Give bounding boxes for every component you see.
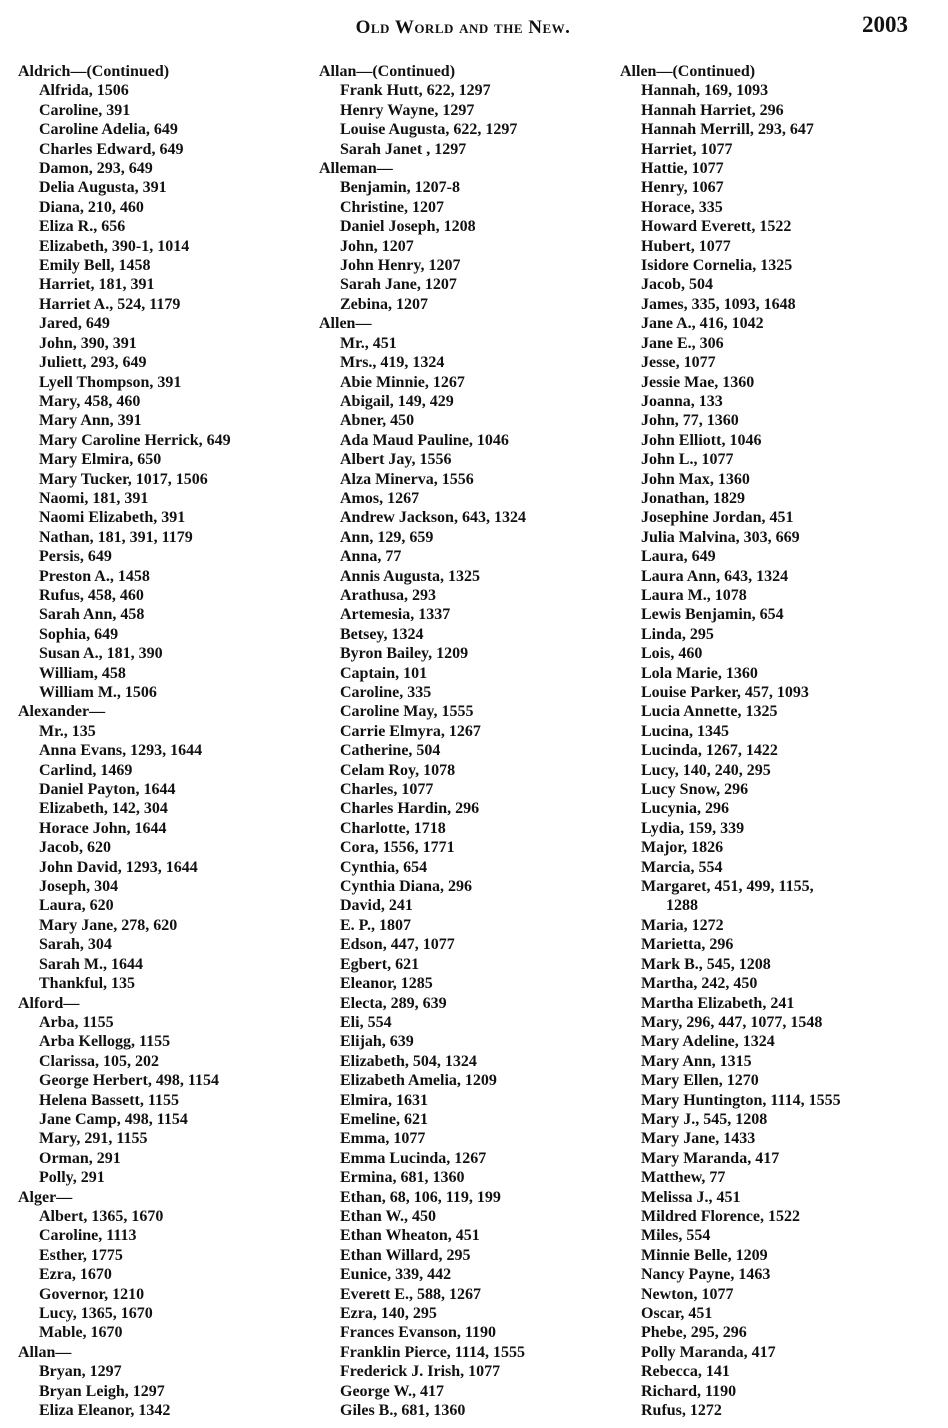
index-entry: Mary Ann, 391 bbox=[39, 412, 142, 430]
index-entry: Miles, 554 bbox=[641, 1227, 711, 1245]
index-entry: Eli, 554 bbox=[340, 1013, 392, 1031]
index-entry: Ethan W., 450 bbox=[340, 1207, 437, 1225]
index-entry: Harriet, 181, 391 bbox=[39, 276, 155, 294]
index-entry: Catherine, 504 bbox=[340, 742, 441, 760]
index-entry: Mary Jane, 1433 bbox=[641, 1130, 756, 1148]
index-entry: Arba Kellogg, 1155 bbox=[39, 1033, 171, 1051]
index-entry: Martha, 242, 450 bbox=[641, 975, 758, 993]
index-entry: Emeline, 621 bbox=[340, 1110, 428, 1128]
index-entry: Abner, 450 bbox=[340, 412, 415, 430]
index-entry: Lucinda, 1267, 1422 bbox=[641, 742, 778, 760]
index-entry: Major, 1826 bbox=[641, 839, 724, 857]
index-entry: Martha Elizabeth, 241 bbox=[641, 994, 795, 1012]
index-entry: Daniel Payton, 1644 bbox=[39, 781, 176, 799]
index-column-2 bbox=[319, 62, 619, 1420]
index-entry: Ermina, 681, 1360 bbox=[340, 1169, 465, 1187]
index-entry: Rebecca, 141 bbox=[641, 1363, 730, 1381]
surname-heading: Allen— bbox=[319, 315, 372, 333]
index-entry: Charles Hardin, 296 bbox=[340, 800, 480, 818]
index-entry: Andrew Jackson, 643, 1324 bbox=[340, 509, 526, 527]
index-entry: Preston A., 1458 bbox=[39, 567, 150, 585]
index-entry: Persis, 649 bbox=[39, 548, 112, 566]
index-entry: Thankful, 135 bbox=[39, 975, 136, 993]
index-entry: Margaret, 451, 499, 1155, bbox=[641, 878, 814, 896]
index-entry: Jacob, 620 bbox=[39, 839, 111, 857]
index-entry: Carlind, 1469 bbox=[39, 761, 133, 779]
index-entry: Lois, 460 bbox=[641, 645, 703, 663]
index-entry: Betsey, 1324 bbox=[340, 625, 424, 643]
index-entry: Melissa J., 451 bbox=[641, 1188, 741, 1206]
index-entry: Emma, 1077 bbox=[340, 1130, 426, 1148]
index-entry: Caroline Adelia, 649 bbox=[39, 121, 178, 139]
index-entry: Henry Wayne, 1297 bbox=[340, 101, 475, 119]
index-entry: George Herbert, 498, 1154 bbox=[39, 1072, 219, 1090]
index-entry: Esther, 1775 bbox=[39, 1246, 123, 1264]
index-entry: Marcia, 554 bbox=[641, 858, 723, 876]
index-entry: Mr., 135 bbox=[39, 722, 96, 740]
index-entry: Mary Ann, 1315 bbox=[641, 1052, 752, 1070]
index-entry: Albert Jay, 1556 bbox=[340, 451, 452, 469]
index-entry: Captain, 101 bbox=[340, 664, 428, 682]
index-entry: Bryan, 1297 bbox=[39, 1363, 122, 1381]
index-column-1 bbox=[18, 62, 318, 1420]
surname-heading: Alford— bbox=[18, 994, 80, 1012]
index-entry: Emily Bell, 1458 bbox=[39, 257, 151, 275]
index-entry: Giles B., 681, 1360 bbox=[340, 1402, 466, 1420]
page-header bbox=[0, 0, 948, 50]
index-entry: Abigail, 149, 429 bbox=[340, 392, 454, 410]
index-entry: Mary J., 545, 1208 bbox=[641, 1110, 768, 1128]
index-entry: Phebe, 295, 296 bbox=[641, 1324, 747, 1342]
index-entry: Arathusa, 293 bbox=[340, 586, 437, 604]
index-entry: Julia Malvina, 303, 669 bbox=[641, 528, 800, 546]
index-entry: Charles, 1077 bbox=[340, 781, 434, 799]
index-entry: John Henry, 1207 bbox=[340, 257, 461, 275]
index-entry: Daniel Joseph, 1208 bbox=[340, 218, 476, 236]
index-entry: Mrs., 419, 1324 bbox=[340, 354, 445, 372]
index-entry: George W., 417 bbox=[340, 1382, 444, 1400]
index-entry: Henry, 1067 bbox=[641, 179, 724, 197]
index-entry: Jared, 649 bbox=[39, 315, 110, 333]
index-entry: Linda, 295 bbox=[641, 625, 714, 643]
index-entry: Joseph, 304 bbox=[39, 878, 119, 896]
index-entry: Ethan, 68, 106, 119, 199 bbox=[340, 1188, 501, 1206]
index-entry: Naomi Elizabeth, 391 bbox=[39, 509, 186, 527]
index-entry: John L., 1077 bbox=[641, 451, 734, 469]
index-entry: Sarah Jane, 1207 bbox=[340, 276, 457, 294]
index-entry: Mary Ellen, 1270 bbox=[641, 1072, 759, 1090]
index-entry: Laura M., 1078 bbox=[641, 586, 747, 604]
index-entry: Ethan Willard, 295 bbox=[340, 1246, 471, 1264]
surname-heading: Alleman— bbox=[319, 160, 393, 178]
index-entry: Lucy Snow, 296 bbox=[641, 781, 749, 799]
index-entry: Ethan Wheaton, 451 bbox=[340, 1227, 480, 1245]
index-entry: E. P., 1807 bbox=[340, 916, 411, 934]
index-entry: Lewis Benjamin, 654 bbox=[641, 606, 784, 624]
index-entry: Eliza R., 656 bbox=[39, 218, 126, 236]
index-entry: Charlotte, 1718 bbox=[340, 819, 446, 837]
index-entry: Isidore Cornelia, 1325 bbox=[641, 257, 793, 275]
index-entry: Arba, 1155 bbox=[39, 1013, 114, 1031]
index-entry: Christine, 1207 bbox=[340, 198, 444, 216]
index-entry: John David, 1293, 1644 bbox=[39, 858, 198, 876]
index-entry: John, 1207 bbox=[340, 237, 414, 255]
index-entry: Rufus, 1272 bbox=[641, 1402, 722, 1420]
index-entry: William, 458 bbox=[39, 664, 126, 682]
surname-heading: Alexander— bbox=[18, 703, 106, 721]
index-entry: Jane E., 306 bbox=[641, 334, 724, 352]
index-entry: Marietta, 296 bbox=[641, 936, 734, 954]
surname-heading: Allen—(Continued) bbox=[620, 63, 756, 80]
index-entry: Mary Huntington, 1114, 1555 bbox=[641, 1091, 841, 1109]
index-entry: Electa, 289, 639 bbox=[340, 994, 447, 1012]
index-entry: Damon, 293, 649 bbox=[39, 160, 153, 178]
index-entry: Jacob, 504 bbox=[641, 276, 713, 294]
index-entry: Alfrida, 1506 bbox=[39, 82, 129, 100]
index-entry: Celam Roy, 1078 bbox=[340, 761, 456, 779]
index-entry: Mable, 1670 bbox=[39, 1324, 123, 1342]
index-entry: Hubert, 1077 bbox=[641, 237, 731, 255]
page-number: 2003 bbox=[862, 12, 908, 37]
index-entry: Byron Bailey, 1209 bbox=[340, 645, 469, 663]
index-entry: John, 77, 1360 bbox=[641, 412, 739, 430]
index-entry: Ezra, 1670 bbox=[39, 1266, 112, 1284]
index-entry: Mary Caroline Herrick, 649 bbox=[39, 431, 231, 449]
index-entry: Sarah M., 1644 bbox=[39, 955, 143, 973]
index-entry: Horace, 335 bbox=[641, 198, 723, 216]
index-entry: Egbert, 621 bbox=[340, 955, 420, 973]
index-entry: Franklin Pierce, 1114, 1555 bbox=[340, 1343, 526, 1361]
index-entry: Cora, 1556, 1771 bbox=[340, 839, 455, 857]
index-entry: Elmira, 1631 bbox=[340, 1091, 428, 1109]
index-entry: Matthew, 77 bbox=[641, 1169, 726, 1187]
index-entry: Cynthia, 654 bbox=[340, 858, 428, 876]
index-entry: Caroline, 391 bbox=[39, 101, 131, 119]
index-entry: Laura, 620 bbox=[39, 897, 114, 915]
index-entry: Lydia, 159, 339 bbox=[641, 819, 745, 837]
index-entry: Nathan, 181, 391, 1179 bbox=[39, 528, 193, 546]
index-entry: Edson, 447, 1077 bbox=[340, 936, 455, 954]
index-entry: Harriet, 1077 bbox=[641, 140, 733, 158]
index-entry: Hattie, 1077 bbox=[641, 160, 724, 178]
index-entry: Polly, 291 bbox=[39, 1169, 105, 1187]
index-entry: Oscar, 451 bbox=[641, 1305, 713, 1322]
index-entry: Lola Marie, 1360 bbox=[641, 664, 758, 682]
index-entry: Ezra, 140, 295 bbox=[340, 1305, 437, 1322]
index-entry: Mary Jane, 278, 620 bbox=[39, 916, 178, 934]
index-entry: Hannah Merrill, 293, 647 bbox=[641, 121, 814, 139]
index-entry: Orman, 291 bbox=[39, 1149, 121, 1167]
index-entry: Elizabeth Amelia, 1209 bbox=[340, 1072, 497, 1090]
index-entry: Ada Maud Pauline, 1046 bbox=[340, 431, 509, 449]
index-entry: Lucina, 1345 bbox=[641, 722, 730, 740]
index-entry: Sophia, 649 bbox=[39, 625, 119, 643]
index-entry: Lucia Annette, 1325 bbox=[641, 703, 778, 721]
index-entry: Susan A., 181, 390 bbox=[39, 645, 163, 663]
index-entry: Jane A., 416, 1042 bbox=[641, 315, 764, 333]
index-entry: Polly Maranda, 417 bbox=[641, 1343, 776, 1361]
index-entry: Louise Augusta, 622, 1297 bbox=[340, 121, 518, 139]
index-entry: Frances Evanson, 1190 bbox=[340, 1324, 497, 1342]
index-entry: John Elliott, 1046 bbox=[641, 431, 762, 449]
index-entry: Helena Bassett, 1155 bbox=[39, 1091, 179, 1109]
index-entry: Sarah Ann, 458 bbox=[39, 606, 145, 624]
index-entry: Minnie Belle, 1209 bbox=[641, 1246, 768, 1264]
index-entry: Laura Ann, 643, 1324 bbox=[641, 567, 789, 585]
index-entry: Anna, 77 bbox=[340, 548, 402, 566]
index-entry: Sarah Janet , 1297 bbox=[340, 140, 467, 158]
index-entry: Mark B., 545, 1208 bbox=[641, 955, 771, 973]
index-entry: Jonathan, 1829 bbox=[641, 489, 746, 507]
index-entry: Clarissa, 105, 202 bbox=[39, 1052, 159, 1070]
index-entry: Louise Parker, 457, 1093 bbox=[641, 684, 809, 701]
index-entry: Cynthia Diana, 296 bbox=[340, 878, 473, 896]
index-entry: Anna Evans, 1293, 1644 bbox=[39, 742, 203, 760]
index-entry: Governor, 1210 bbox=[39, 1285, 145, 1303]
index-entry: Carrie Elmyra, 1267 bbox=[340, 722, 481, 740]
surname-heading: Aldrich—(Continued) bbox=[18, 63, 170, 80]
index-entry: Mary Elmira, 650 bbox=[39, 451, 162, 469]
index-entry: Juliett, 293, 649 bbox=[39, 354, 147, 372]
index-entry: Elijah, 639 bbox=[340, 1033, 414, 1051]
surname-heading: Allan— bbox=[18, 1343, 72, 1361]
index-entry: Alza Minerva, 1556 bbox=[340, 470, 474, 488]
index-entry: John, 390, 391 bbox=[39, 334, 137, 352]
index-entry: Maria, 1272 bbox=[641, 916, 724, 934]
index-entry: David, 241 bbox=[340, 897, 413, 915]
index-entry: Mary Adeline, 1324 bbox=[641, 1033, 775, 1051]
index-entry: Richard, 1190 bbox=[641, 1382, 737, 1400]
index-entry: Naomi, 181, 391 bbox=[39, 489, 149, 507]
surname-heading: Alger— bbox=[18, 1188, 73, 1206]
index-entry: Hannah Harriet, 296 bbox=[641, 101, 784, 119]
index-entry: Harriet A., 524, 1179 bbox=[39, 295, 181, 313]
index-entry: John Max, 1360 bbox=[641, 470, 750, 488]
index-entry: Eliza Eleanor, 1342 bbox=[39, 1402, 171, 1420]
index-entry: Elizabeth, 390-1, 1014 bbox=[39, 237, 190, 255]
index-entry: Jesse, 1077 bbox=[641, 354, 716, 372]
index-entry: Diana, 210, 460 bbox=[39, 198, 144, 216]
index-entry: Newton, 1077 bbox=[641, 1285, 734, 1303]
running-title: Old World and the New. bbox=[355, 17, 571, 38]
index-entry: Zebina, 1207 bbox=[340, 295, 429, 313]
index-entry: Eunice, 339, 442 bbox=[340, 1266, 452, 1284]
index-entry: Delia Augusta, 391 bbox=[39, 179, 167, 197]
index-entry: Lucynia, 296 bbox=[641, 800, 730, 818]
index-entry: Ann, 129, 659 bbox=[340, 528, 434, 546]
index-entry: Frank Hutt, 622, 1297 bbox=[340, 82, 491, 100]
index-entry: James, 335, 1093, 1648 bbox=[641, 295, 796, 313]
index-entry: Mary, 296, 447, 1077, 1548 bbox=[641, 1013, 823, 1031]
index-entry: Jane Camp, 498, 1154 bbox=[39, 1110, 188, 1128]
index-entry: Albert, 1365, 1670 bbox=[39, 1207, 164, 1225]
index-entry: Mildred Florence, 1522 bbox=[641, 1207, 800, 1225]
index-entry: Howard Everett, 1522 bbox=[641, 218, 792, 236]
index-entry: Artemesia, 1337 bbox=[340, 606, 451, 624]
index-entry: Mr., 451 bbox=[340, 334, 397, 352]
index-entry: Eleanor, 1285 bbox=[340, 975, 433, 993]
index-entry: Laura, 649 bbox=[641, 548, 716, 566]
index-entry: William M., 1506 bbox=[39, 684, 157, 701]
index-entry: Charles Edward, 649 bbox=[39, 140, 184, 158]
index-entry: Hannah, 169, 1093 bbox=[641, 82, 769, 100]
index-entry: Mary, 291, 1155 bbox=[39, 1130, 148, 1148]
index-entry: Frederick J. Irish, 1077 bbox=[340, 1363, 501, 1381]
index-entry: Mary Tucker, 1017, 1506 bbox=[39, 470, 208, 488]
index-entry: Joanna, 133 bbox=[641, 392, 723, 410]
index-entry: Nancy Payne, 1463 bbox=[641, 1266, 771, 1284]
index-column-3 bbox=[620, 62, 920, 1420]
index-entry: Elizabeth, 504, 1324 bbox=[340, 1052, 477, 1070]
index-entry: Emma Lucinda, 1267 bbox=[340, 1149, 487, 1167]
index-entry: Horace John, 1644 bbox=[39, 819, 167, 837]
index-entry: Lyell Thompson, 391 bbox=[39, 373, 182, 391]
index-entry: Caroline, 335 bbox=[340, 684, 432, 701]
index-entry: Mary, 458, 460 bbox=[39, 392, 141, 410]
index-entry: Mary Maranda, 417 bbox=[641, 1149, 780, 1167]
index-entry: Caroline, 1113 bbox=[39, 1227, 137, 1245]
index-entry: Elizabeth, 142, 304 bbox=[39, 800, 168, 818]
index-entry: Josephine Jordan, 451 bbox=[641, 509, 794, 527]
index-entry: Rufus, 458, 460 bbox=[39, 586, 144, 604]
index-entry: Everett E., 588, 1267 bbox=[340, 1285, 482, 1303]
index-entry: Lucy, 1365, 1670 bbox=[39, 1305, 153, 1322]
index-entry: Caroline May, 1555 bbox=[340, 703, 474, 721]
entry-continuation: 1288 bbox=[666, 897, 698, 915]
index-entry: Bryan Leigh, 1297 bbox=[39, 1382, 165, 1400]
index-entry: Amos, 1267 bbox=[340, 489, 420, 507]
index-entry: Abie Minnie, 1267 bbox=[340, 373, 465, 391]
index-entry: Annis Augusta, 1325 bbox=[340, 567, 481, 585]
index-entry: Sarah, 304 bbox=[39, 936, 112, 954]
surname-heading: Allan—(Continued) bbox=[319, 63, 456, 80]
index-entry: Jessie Mae, 1360 bbox=[641, 373, 755, 391]
index-entry: Benjamin, 1207-8 bbox=[340, 179, 460, 197]
index-entry: Lucy, 140, 240, 295 bbox=[641, 761, 771, 779]
